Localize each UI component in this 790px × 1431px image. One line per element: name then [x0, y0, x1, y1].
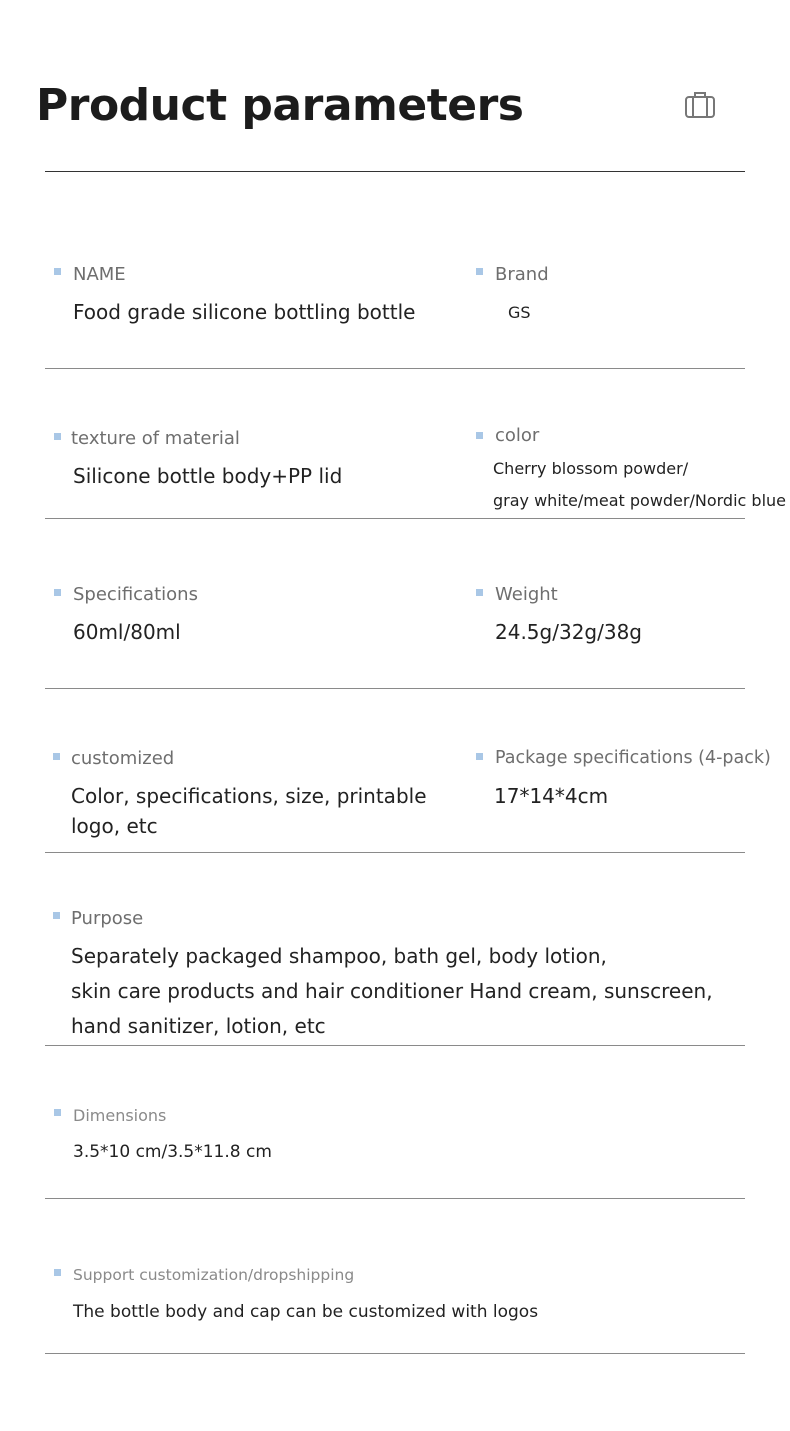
bullet-icon: [54, 589, 61, 596]
weight-label: Weight: [495, 584, 558, 605]
bullet-icon: [53, 753, 60, 760]
purpose-label: Purpose: [71, 908, 144, 929]
bullet-icon: [476, 753, 483, 760]
bullet-icon: [476, 589, 483, 596]
bullet-icon: [476, 432, 483, 439]
dimensions-value: 3.5*10 cm/3.5*11.8 cm: [73, 1142, 272, 1162]
name-value: Food grade silicone bottling bottle: [73, 300, 416, 324]
purpose-value-line2: skin care products and hair conditioner Hand cream, sunscreen,: [71, 979, 713, 1003]
row-divider: [45, 1198, 745, 1199]
bullet-icon: [54, 1269, 61, 1276]
package-value: 17*14*4cm: [494, 784, 609, 808]
bullet-icon: [54, 1109, 61, 1116]
header-divider: [45, 171, 745, 172]
page-title: Product parameters: [36, 80, 524, 131]
row-divider: [45, 1045, 745, 1046]
customized-value-line2: logo, etc: [71, 814, 158, 838]
color-value-line1: Cherry blossom powder/: [493, 459, 689, 478]
dimensions-label: Dimensions: [73, 1106, 167, 1125]
brand-value: GS: [508, 303, 531, 322]
bullet-icon: [53, 912, 60, 919]
weight-value: 24.5g/32g/38g: [495, 620, 642, 644]
row-divider: [45, 688, 745, 689]
material-value: Silicone bottle body+PP lid: [73, 464, 343, 488]
color-label: color: [495, 425, 540, 446]
customized-value-line1: Color, specifications, size, printable: [71, 784, 427, 808]
package-label: Package specifications (4-pack): [495, 748, 771, 768]
row-divider: [45, 368, 745, 369]
material-label: texture of material: [71, 428, 240, 449]
customized-label: customized: [71, 748, 175, 769]
bullet-icon: [476, 268, 483, 275]
specifications-label: Specifications: [73, 584, 198, 605]
brand-label: Brand: [495, 264, 549, 285]
briefcase-icon: [684, 90, 716, 120]
purpose-value-line3: hand sanitizer, lotion, etc: [71, 1014, 326, 1038]
support-label: Support customization/dropshipping: [73, 1266, 355, 1284]
row-divider: [45, 518, 745, 519]
bullet-icon: [54, 268, 61, 275]
bullet-icon: [54, 433, 61, 440]
name-label: NAME: [73, 264, 126, 285]
specifications-value: 60ml/80ml: [73, 620, 181, 644]
purpose-value-line1: Separately packaged shampoo, bath gel, body lotion,: [71, 944, 607, 968]
row-divider: [45, 1353, 745, 1354]
row-divider: [45, 852, 745, 853]
color-value-line2: gray white/meat powder/Nordic blue: [493, 491, 786, 510]
support-value: The bottle body and cap can be customized with logos: [73, 1302, 539, 1322]
